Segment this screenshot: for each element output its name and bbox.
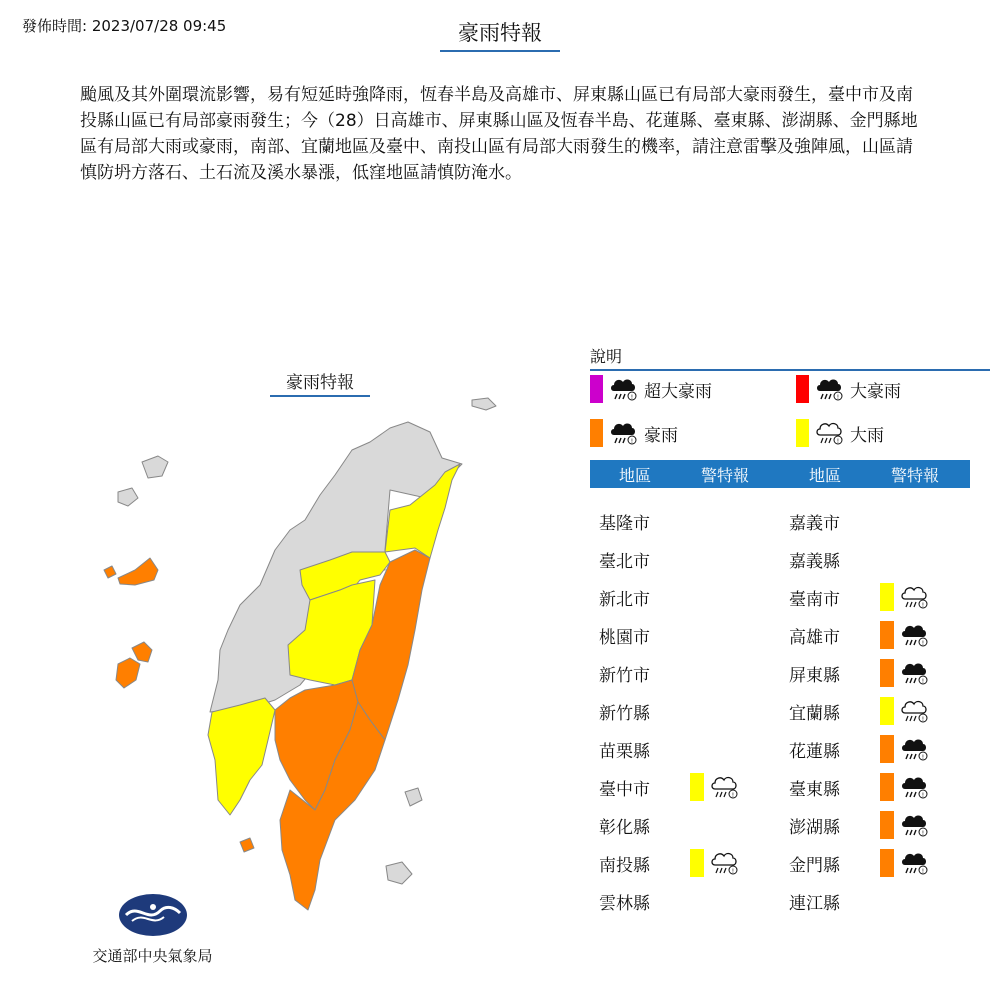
table-header-warning: 警特報 (890, 465, 939, 485)
light-cloud-rain-icon (899, 582, 929, 612)
dark-cloud-rain-icon (899, 734, 929, 764)
warning-level-bar (880, 659, 894, 687)
legend-label: 超大豪雨 (644, 381, 712, 402)
region-name: 臺中市 (599, 779, 650, 800)
warning-level-bar (880, 773, 894, 801)
region-name: 嘉義縣 (789, 551, 840, 572)
region-name: 苗栗縣 (599, 741, 650, 762)
island-green (405, 788, 422, 806)
warning-marker (690, 772, 745, 802)
region-name: 屏東縣 (789, 665, 840, 686)
warning-marker (880, 582, 935, 612)
table-row (599, 620, 689, 650)
issue-time: 發佈時間: 2023/07/28 09:45 (22, 17, 227, 35)
dark-cloud-rain-icon (899, 848, 929, 878)
agency-name: 交通部中央氣象局 (92, 947, 213, 965)
table-header-left (590, 460, 780, 488)
region-name: 南投縣 (599, 855, 650, 876)
region-name: 新竹市 (599, 665, 650, 686)
table-row (599, 886, 689, 916)
legend-item-torrential (590, 418, 678, 448)
region-name: 新北市 (599, 589, 650, 610)
legend-label: 大雨 (850, 425, 884, 446)
table-row (789, 734, 879, 764)
region-name: 宜蘭縣 (789, 703, 840, 724)
region-name: 桃園市 (599, 627, 650, 648)
region-name: 雲林縣 (599, 893, 650, 914)
island-matsu (118, 456, 168, 506)
region-name: 基隆市 (599, 513, 650, 534)
warning-marker (880, 848, 935, 878)
table-header-region: 地區 (808, 465, 841, 485)
island-kinmen (118, 558, 158, 585)
warning-level-bar (880, 697, 894, 725)
legend-item-heavy-rain (796, 418, 884, 448)
region-name: 臺南市 (789, 589, 840, 610)
table-row (599, 658, 689, 688)
dark-cloud-rain-icon (899, 658, 929, 688)
table-row (599, 772, 689, 802)
map-title: 豪雨特報 (270, 368, 370, 397)
warning-marker (880, 620, 935, 650)
table-row (789, 544, 879, 574)
table-header-region: 地區 (618, 465, 651, 485)
table-row (599, 506, 689, 536)
legend-item-extra-torrential (796, 374, 901, 404)
region-name: 花蓮縣 (789, 741, 840, 762)
warning-marker (880, 696, 935, 726)
table-row (789, 620, 879, 650)
legend-title: 說明 (590, 344, 990, 371)
light-cloud-rain-icon (899, 696, 929, 726)
table-row (789, 848, 879, 878)
island-liuqiu (240, 838, 254, 852)
warning-level-bar (690, 773, 704, 801)
page-title: 豪雨特報 (440, 17, 560, 52)
region-name: 新竹縣 (599, 703, 650, 724)
region-tainan (208, 698, 275, 815)
table-row (789, 506, 879, 536)
island-pengjia (472, 398, 496, 410)
legend-swatch (796, 375, 809, 403)
warning-level-bar (880, 621, 894, 649)
warning-marker (880, 810, 935, 840)
region-name: 金門縣 (789, 855, 840, 876)
table-row (789, 886, 879, 916)
legend-swatch (796, 419, 809, 447)
table-row (789, 810, 879, 840)
dark-cloud-rain-icon (899, 810, 929, 840)
warning-marker (880, 734, 935, 764)
island-kinmen-small (104, 566, 116, 578)
warning-level-bar (880, 849, 894, 877)
table-row (789, 772, 879, 802)
legend-item-extreme-torrential (590, 374, 712, 404)
dark-cloud-rain-icon (608, 374, 638, 404)
warning-level-bar (880, 583, 894, 611)
warning-level-bar (880, 735, 894, 763)
table-row (599, 696, 689, 726)
table-header-warning: 警特報 (700, 465, 749, 485)
light-cloud-rain-icon (814, 418, 844, 448)
table-row (789, 658, 879, 688)
warning-marker (690, 848, 745, 878)
light-cloud-rain-icon (709, 848, 739, 878)
region-name: 澎湖縣 (789, 817, 840, 838)
table-header-right (780, 460, 970, 488)
warning-level-bar (880, 811, 894, 839)
warning-description: 颱風及其外圍環流影響，易有短延時強降雨，恆春半島及高雄市、屏東縣山區已有局部大豪雨發生，臺中市及南投縣山區已有局部豪雨發生；今（28）日高雄市、屏東縣山區及恆春半島、花蓮縣、臺東縣、澎湖縣、金門縣地區有局部大雨或豪雨，南部、宜蘭地區及臺中、南投山區有局部大雨發生的機率，請注意雷擊及強陣風，山區請慎防坍方落石、土石流及溪水暴漲，低窪地區請慎防淹水。 (80, 85, 918, 183)
warning-marker (880, 772, 935, 802)
legend-label: 大豪雨 (850, 381, 901, 402)
table-row (599, 582, 689, 612)
dark-cloud-rain-icon (814, 374, 844, 404)
island-penghu (116, 642, 152, 688)
island-orchid (386, 862, 412, 884)
light-cloud-rain-icon (709, 772, 739, 802)
dark-cloud-rain-icon (899, 620, 929, 650)
region-name: 嘉義市 (789, 513, 840, 534)
table-row (789, 582, 879, 612)
region-name: 臺東縣 (789, 779, 840, 800)
region-name: 彰化縣 (599, 817, 650, 838)
dark-cloud-rain-icon (899, 772, 929, 802)
table-row (599, 810, 689, 840)
dark-cloud-rain-icon (608, 418, 638, 448)
region-name: 臺北市 (599, 551, 650, 572)
warning-marker (880, 658, 935, 688)
warning-level-bar (690, 849, 704, 877)
legend-label: 豪雨 (644, 425, 678, 446)
table-row (789, 696, 879, 726)
legend-swatch (590, 375, 603, 403)
agency-logo (118, 893, 188, 937)
region-name: 連江縣 (789, 893, 840, 914)
region-name: 高雄市 (789, 627, 840, 648)
table-row (599, 544, 689, 574)
taiwan-warning-map (90, 380, 510, 920)
table-row (599, 734, 689, 764)
legend-swatch (590, 419, 603, 447)
table-row (599, 848, 689, 878)
